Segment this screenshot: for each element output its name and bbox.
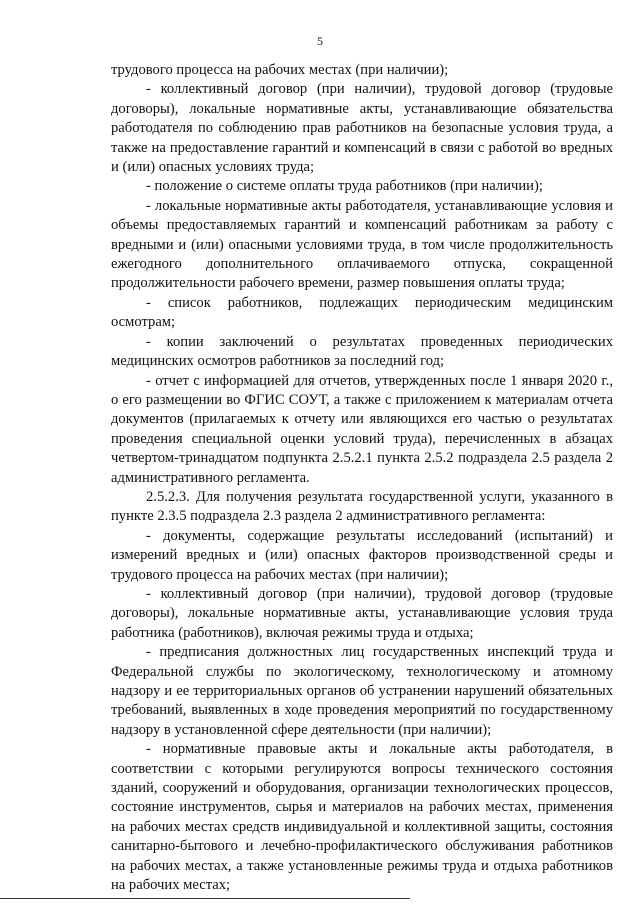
paragraph: - локальные нормативные акты работодателя, устанавливающие условия и объемы предоставляемых гарантий и компенсаций работникам за работу с вредными и (или) опасными условиями труда, в том числе продолжительность ежегодного дополнительного оплачиваемого отпуска, сокращенной продолжительности рабочего времени, размер повышения оплаты труда; xyxy=(111,197,613,292)
paragraph: - отчет с информацией для отчетов, утвержденных после 1 января 2020 г., о его размещении во ФГИС СОУТ, а также с приложением к материалам отчета документов (прилагаемых к отчету или являющихся его частью о результатах проведения специальной оценки условий труда), перечисленных в абзацах четвертом-тринадцатом подпункта 2.5.2.1 пункта 2.5.2 подраздела 2.5 раздела 2 административного регламента. xyxy=(111,372,613,486)
paragraph: - список работников, подлежащих периодическим медицинским осмотрам; xyxy=(111,294,613,331)
paragraph: - нормативные правовые акты и локальные акты работодателя, в соответствии с которыми регулируются вопросы технического состояния зданий, сооружений и оборудования, организации технологических процессов, состояние инструментов, сырья и материалов на рабочих местах, применения на рабочих местах средств индивидуальной и коллективной защиты, состояния санитарно-бытового и лечебно-профилактического обслуживания работников на рабочих местах, а также установленные режимы труда и отдыха работников на рабочих местах; xyxy=(111,741,613,894)
paragraph: - коллективный договор (при наличии), трудовой договор (трудовые договоры), локальные нормативные акты, устанавливающие условия труда работника (работников), включая режимы труда и отдыха; xyxy=(111,585,613,641)
paragraph: - коллективный договор (при наличии), трудовой договор (трудовые договоры), локальные нормативные акты, устанавливающие обязательства работодателя по соблюдению прав работников на безопасные условия труда, а также на предоставление гарантий и компенсаций в связи с работой во вредных и (или) опасных условиях труда; xyxy=(111,81,613,176)
page-number: 5 xyxy=(317,34,323,48)
paragraph: - предписания должностных лиц государственных инспекций труда и Федеральной службы по экологическому, технологическому и атомному надзору и ее территориальных органов об устранении нарушений обязательных требований, выявленных в ходе проведения мероприятий по государственному надзору в установленной сфере деятельности (при наличии); xyxy=(111,644,613,738)
paragraph: 2.5.2.3. Для получения результата государственной услуги, указанного в пункте 2.3.5 подраздела 2.3 раздела 2 административного регламента: xyxy=(111,488,613,525)
paragraph: трудового процесса на рабочих местах (при наличии); xyxy=(111,62,449,78)
footer-rule xyxy=(0,898,410,899)
paragraph: - копии заключений о результатах проведенных периодических медицинских осмотров работников за последний год; xyxy=(111,333,613,370)
paragraph: - положение о системе оплаты труда работников (при наличии); xyxy=(146,178,543,195)
document-body xyxy=(111,61,613,895)
paragraph: - документы, содержащие результаты исследований (испытаний) и измерений вредных и (или) опасных факторов производственной среды и трудового процесса на рабочих местах (при наличии); xyxy=(111,527,613,583)
